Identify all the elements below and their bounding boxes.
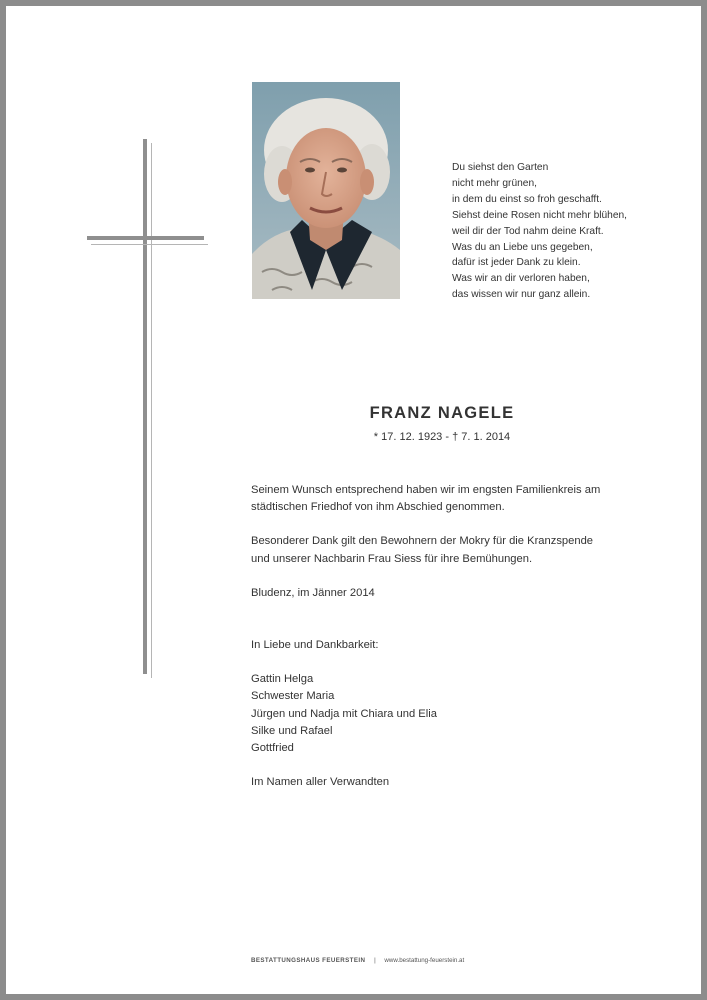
mourner-entry: Schwester Maria <box>251 690 335 703</box>
mourner-entry: Jürgen und Nadja mit Chiara und Elia <box>251 707 437 720</box>
funeral-home-name: BESTATTUNGSHAUS FEUERSTEIN <box>251 957 366 964</box>
portrait-image <box>252 82 400 299</box>
footer-separator: | <box>374 957 376 964</box>
poem-line: in dem du einst so froh geschafft. <box>452 193 602 205</box>
place-date: Bludenz, im Jänner 2014 <box>251 586 375 599</box>
cross-horizontal-shadow <box>91 244 208 245</box>
body-text-line: und unserer Nachbarin Frau Siess für ihre Bemühungen. <box>251 552 533 565</box>
mourners-intro: In Liebe und Dankbarkeit: <box>251 639 379 652</box>
deceased-name: FRANZ NAGELE <box>369 404 515 422</box>
poem-line: weil dir der Tod nahm deine Kraft. <box>452 225 604 237</box>
poem-line: Siehst deine Rosen nicht mehr blühen, <box>452 209 627 221</box>
mourner-entry: Silke und Rafael <box>251 724 333 737</box>
body-text-line: städtischen Friedhof von ihm Abschied genommen. <box>251 501 505 514</box>
poem-line: Was wir an dir verloren haben, <box>452 273 590 285</box>
poem-line: Du siehst den Garten <box>452 162 549 173</box>
poem-line: nicht mehr grünen, <box>452 177 537 189</box>
poem-line: das wissen wir nur ganz allein. <box>452 289 591 301</box>
poem-line: dafür ist jeder Dank zu klein. <box>452 257 581 269</box>
mourner-entry: Gattin Helga <box>251 673 314 686</box>
memorial-poem <box>452 160 652 303</box>
body-text-line: Besonderer Dank gilt den Bewohnern der Mokry für die Kranzspende <box>251 535 594 548</box>
portrait-photo <box>252 82 400 299</box>
notice-body <box>251 482 651 791</box>
funeral-home-website[interactable]: www.bestattung-feuerstein.at <box>384 957 465 964</box>
footer <box>251 957 464 964</box>
life-dates: * 17. 12. 1923 - † 7. 1. 2014 <box>373 431 511 443</box>
cross-horizontal-bar <box>87 236 204 240</box>
closing-line: Im Namen aller Verwandten <box>251 776 390 789</box>
cross-vertical-shadow <box>151 143 152 678</box>
poem-line: Was du an Liebe uns gegeben, <box>452 241 593 253</box>
body-text-line: Seinem Wunsch entsprechend haben wir im engsten Familienkreis am <box>251 484 601 496</box>
mourner-entry: Gottfried <box>251 742 294 755</box>
cross-vertical-bar <box>143 139 147 674</box>
